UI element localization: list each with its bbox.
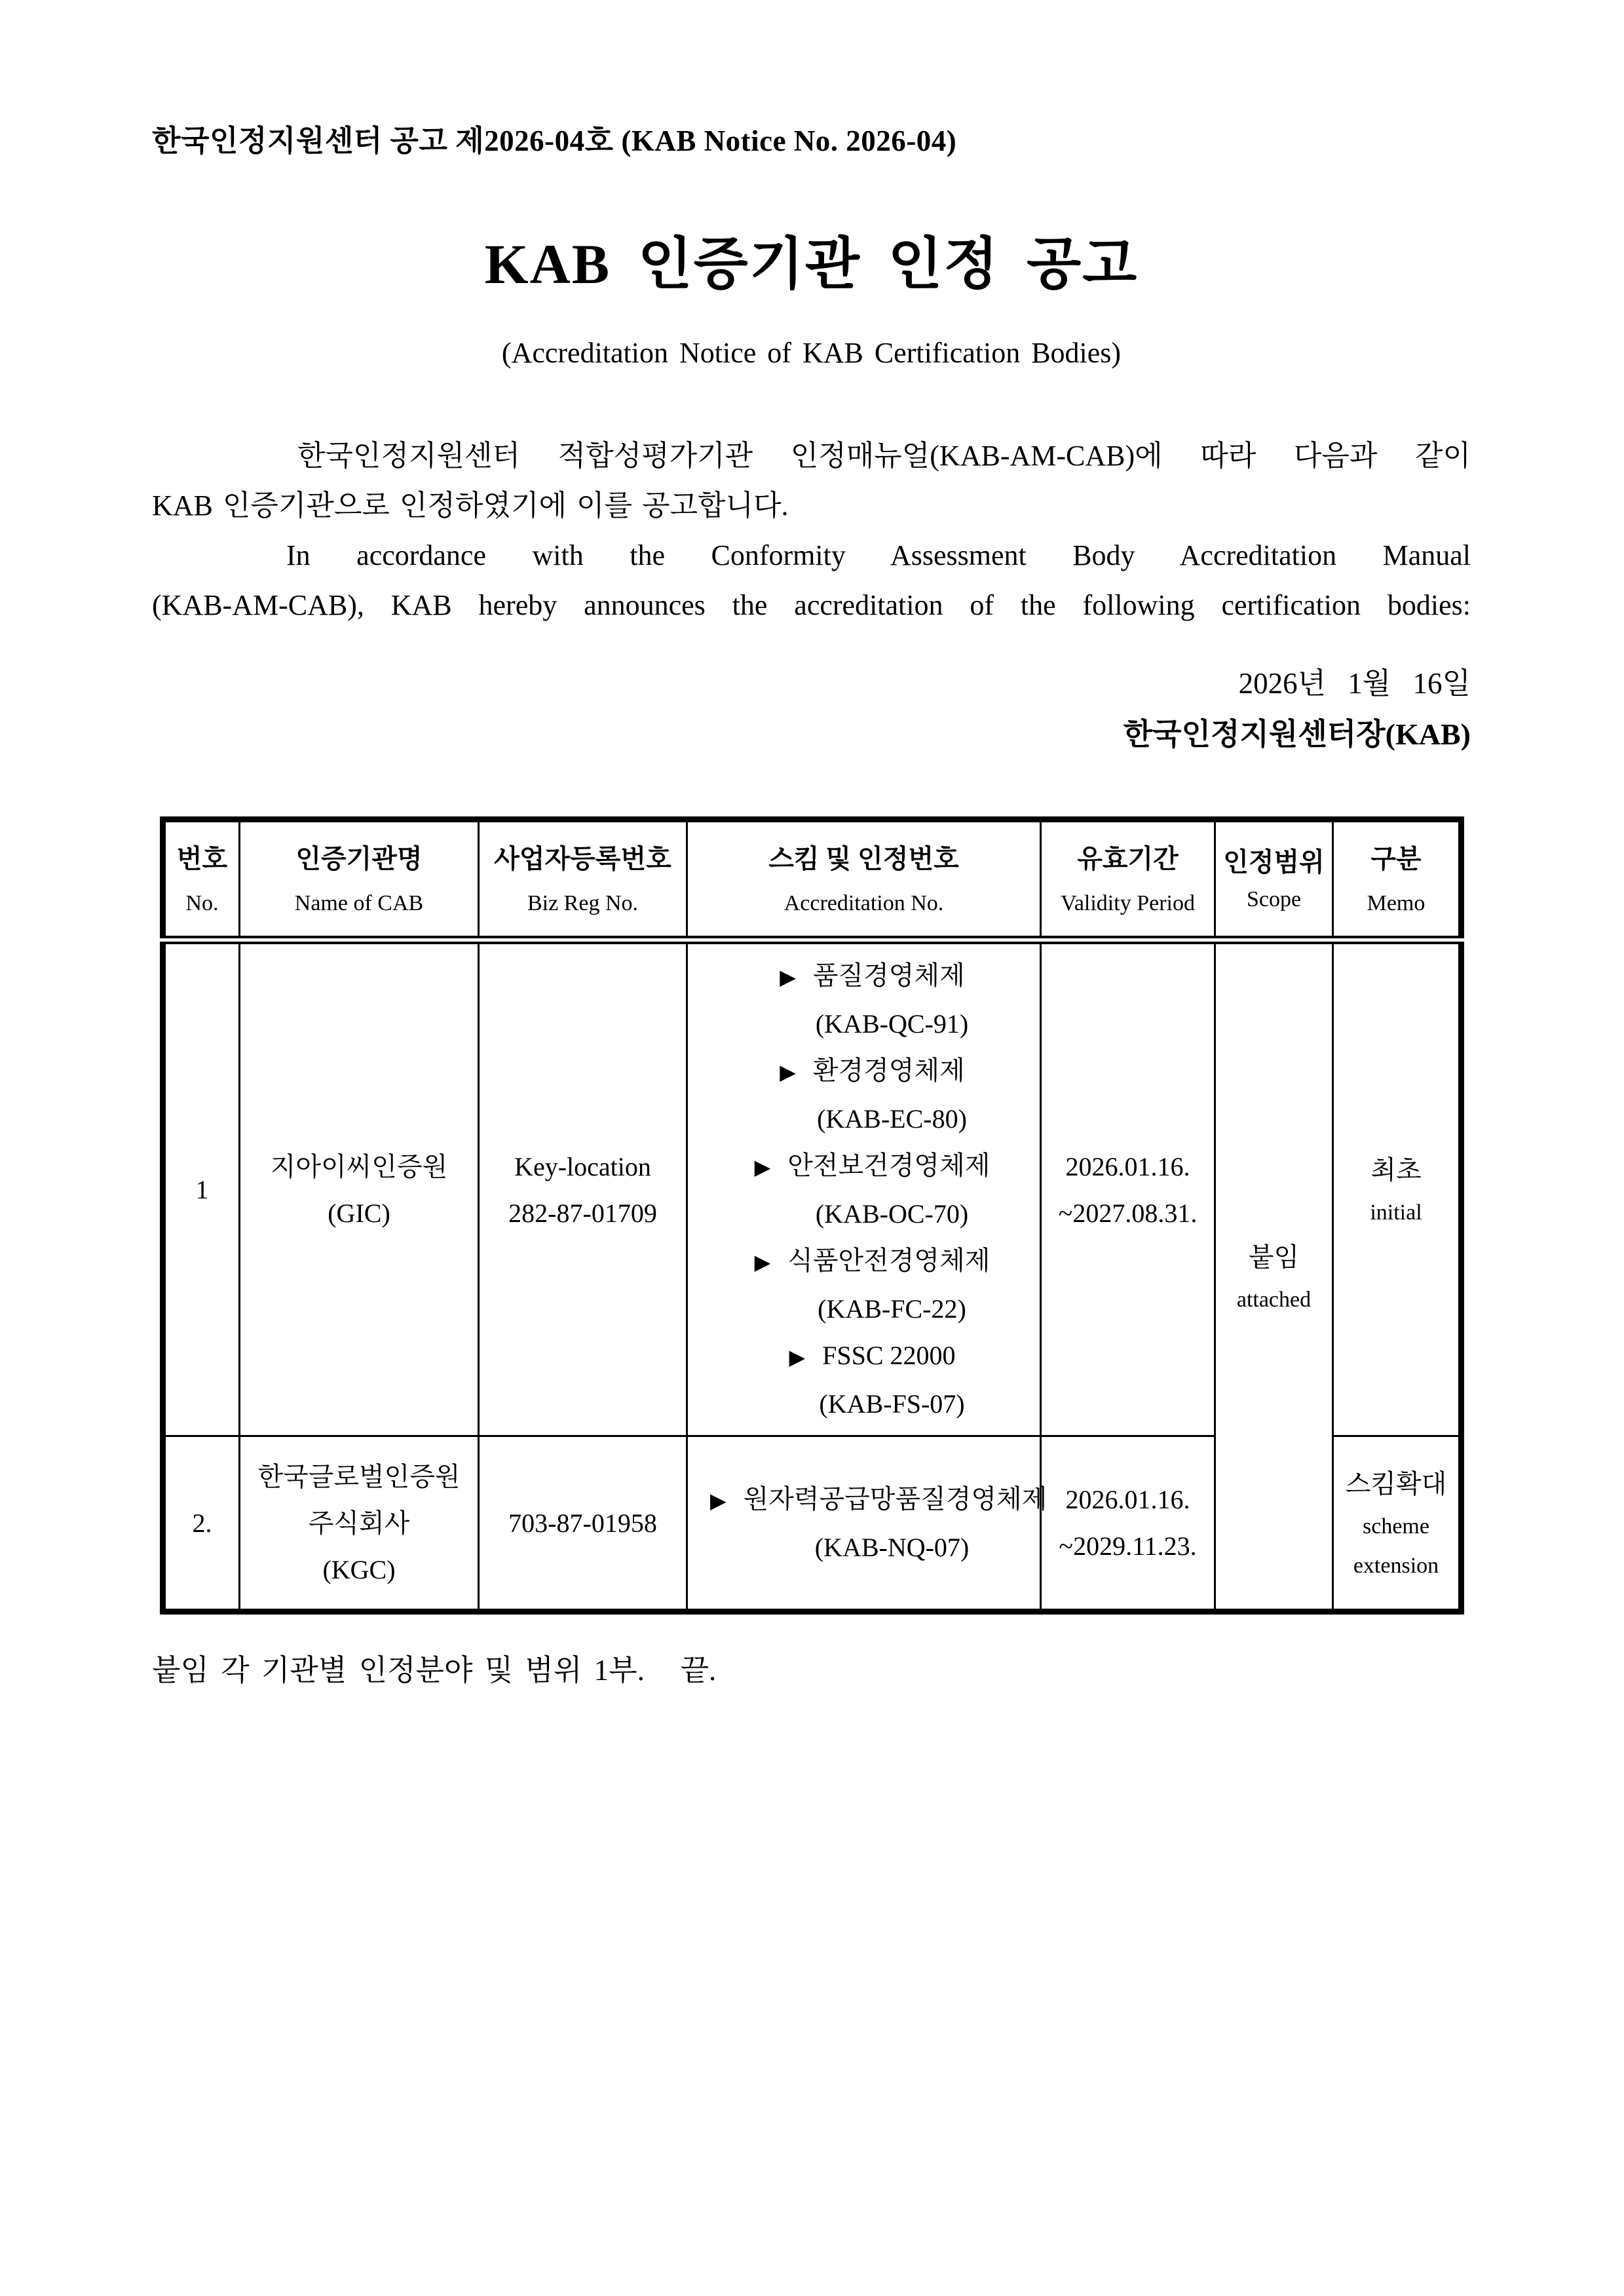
cell-no	[163, 940, 240, 1436]
triangle-bullet-icon: ▶	[780, 1060, 796, 1084]
scheme-name-text: FSSC 22000	[822, 1341, 956, 1370]
date-signature-block	[152, 658, 1471, 760]
body-korean-line2: KAB 인증기관으로 인정하였기에 이를 공고합니다.	[152, 489, 789, 522]
validity-line: ~2027.08.31.	[1058, 1198, 1198, 1228]
cab-name-line: 주식회사	[308, 1508, 410, 1538]
accreditation-table-wrap	[160, 816, 1471, 1615]
table-row	[163, 940, 1462, 1436]
closing-attachment-note: 붙임 각 기관별 인정분야 및 범위 1부. 끝.	[152, 1654, 717, 1687]
cab-name-line: 지아이씨인증원	[270, 1151, 448, 1181]
cell-memo	[1333, 1436, 1462, 1612]
col-header-biz-ko: 사업자등록번호	[494, 843, 671, 873]
notice-number-line: 한국인정지원센터 공고 제2026-04호 (KAB Notice No. 2026-04)	[152, 124, 957, 157]
col-header-scheme-ko: 스킴 및 인정번호	[768, 843, 959, 873]
memo-en: extension	[1353, 1553, 1439, 1578]
scheme-item	[710, 1332, 1034, 1427]
col-header-scheme	[687, 820, 1041, 940]
scheme-item	[710, 1047, 1034, 1142]
col-header-scope	[1215, 820, 1333, 940]
validity-line: 2026.01.16.	[1065, 1485, 1190, 1514]
col-header-scope-en: Scope	[1246, 887, 1302, 911]
scope-en: attached	[1236, 1287, 1312, 1312]
col-header-validity	[1041, 820, 1215, 940]
row-number: 2.	[192, 1508, 212, 1538]
scheme-code-text: (KAB-EC-80)	[817, 1104, 967, 1134]
row-number: 1	[195, 1175, 209, 1204]
triangle-bullet-icon: ▶	[754, 1155, 771, 1179]
col-header-memo-ko: 구분	[1370, 843, 1422, 873]
cab-name-line: (KGC)	[322, 1554, 396, 1584]
col-header-validity-ko: 유효기간	[1077, 843, 1179, 873]
cell-schemes	[687, 940, 1041, 1436]
scheme-code-text: (KAB-FC-22)	[818, 1294, 966, 1324]
body-english-line1: In accordance with the Conformity Assessment Body Accreditation Manual	[286, 539, 1471, 571]
col-header-validity-en: Validity Period	[1061, 890, 1195, 915]
cell-biz-reg	[479, 1436, 687, 1612]
biz-reg-line: 703-87-01958	[508, 1508, 657, 1538]
scheme-name-text: 식품안전경영체제	[787, 1246, 991, 1275]
biz-reg-line: Key-location	[514, 1151, 651, 1181]
cell-no	[163, 1436, 240, 1612]
col-header-name	[240, 820, 479, 940]
scheme-item	[710, 1142, 1034, 1237]
announcement-date: 2026년 1월 16일	[1238, 667, 1471, 700]
cab-name-line: (GIC)	[328, 1198, 390, 1228]
col-header-biz-en: Biz Reg No.	[527, 890, 639, 915]
scheme-name-text: 안전보건경영체제	[787, 1151, 991, 1180]
validity-line: 2026.01.16.	[1065, 1151, 1190, 1181]
col-header-biz	[479, 820, 687, 940]
scheme-name-text: 품질경영체제	[812, 961, 965, 990]
triangle-bullet-icon: ▶	[789, 1345, 806, 1369]
scheme-name-text: 원자력공급망품질경영체제	[743, 1483, 1048, 1514]
col-header-memo-en: Memo	[1367, 890, 1426, 915]
cell-scope-merged	[1215, 940, 1333, 1612]
body-text	[152, 431, 1471, 630]
cell-validity	[1041, 1436, 1215, 1612]
scheme-item	[710, 1237, 1034, 1332]
accreditation-table	[160, 816, 1464, 1615]
cell-validity	[1041, 940, 1215, 1436]
memo-en: initial	[1370, 1200, 1422, 1225]
col-header-no-en: No.	[185, 890, 219, 915]
triangle-bullet-icon: ▶	[780, 965, 796, 989]
scheme-item	[710, 952, 1034, 1047]
body-korean-line1: 한국인정지원센터 적합성평가기관 인정매뉴얼(KAB-AM-CAB)에 따라 다음과 같이	[297, 440, 1471, 472]
page-title: KAB 인증기관 인정 공고	[484, 233, 1139, 296]
col-header-no	[163, 820, 240, 940]
body-english-line2: (KAB-AM-CAB), KAB hereby announces the accreditation of the following certification bodies:	[152, 589, 1471, 621]
scheme-code-text: (KAB-QC-91)	[815, 1009, 969, 1039]
col-header-scheme-en: Accreditation No.	[784, 890, 944, 915]
table-header-row	[163, 820, 1462, 940]
scheme-item	[710, 1476, 1048, 1571]
scheme-name-text: 환경경영체제	[812, 1056, 965, 1085]
memo-ko: 스킴확대	[1345, 1468, 1447, 1499]
col-header-name-en: Name of CAB	[294, 890, 424, 915]
cell-memo	[1333, 940, 1462, 1436]
biz-reg-line: 282-87-01709	[508, 1198, 657, 1228]
cell-cab-name	[240, 940, 479, 1436]
validity-line: ~2029.11.23.	[1059, 1531, 1197, 1561]
scheme-code-text: (KAB-NQ-07)	[814, 1532, 970, 1562]
col-header-scope-ko: 인정범위	[1223, 847, 1325, 877]
col-header-name-ko: 인증기관명	[295, 843, 423, 873]
cell-schemes	[687, 1436, 1048, 1612]
cell-cab-name	[240, 1436, 479, 1612]
scheme-code-text: (KAB-FS-07)	[819, 1389, 965, 1419]
scope-ko: 붙임	[1248, 1242, 1300, 1272]
triangle-bullet-icon: ▶	[754, 1250, 771, 1274]
page-subtitle: (Accreditation Notice of KAB Certification Bodies)	[501, 337, 1122, 369]
scheme-code-text: (KAB-OC-70)	[815, 1199, 969, 1229]
cell-biz-reg	[479, 940, 687, 1436]
triangle-bullet-icon: ▶	[710, 1487, 727, 1513]
memo-ko: 최초	[1370, 1155, 1422, 1185]
memo-en: scheme	[1363, 1514, 1429, 1539]
col-header-memo	[1333, 820, 1462, 940]
col-header-no-ko: 번호	[176, 843, 228, 873]
signer-name: 한국인정지원센터장(KAB)	[1123, 718, 1471, 751]
cab-name-line: 한국글로벌인증원	[257, 1461, 461, 1491]
